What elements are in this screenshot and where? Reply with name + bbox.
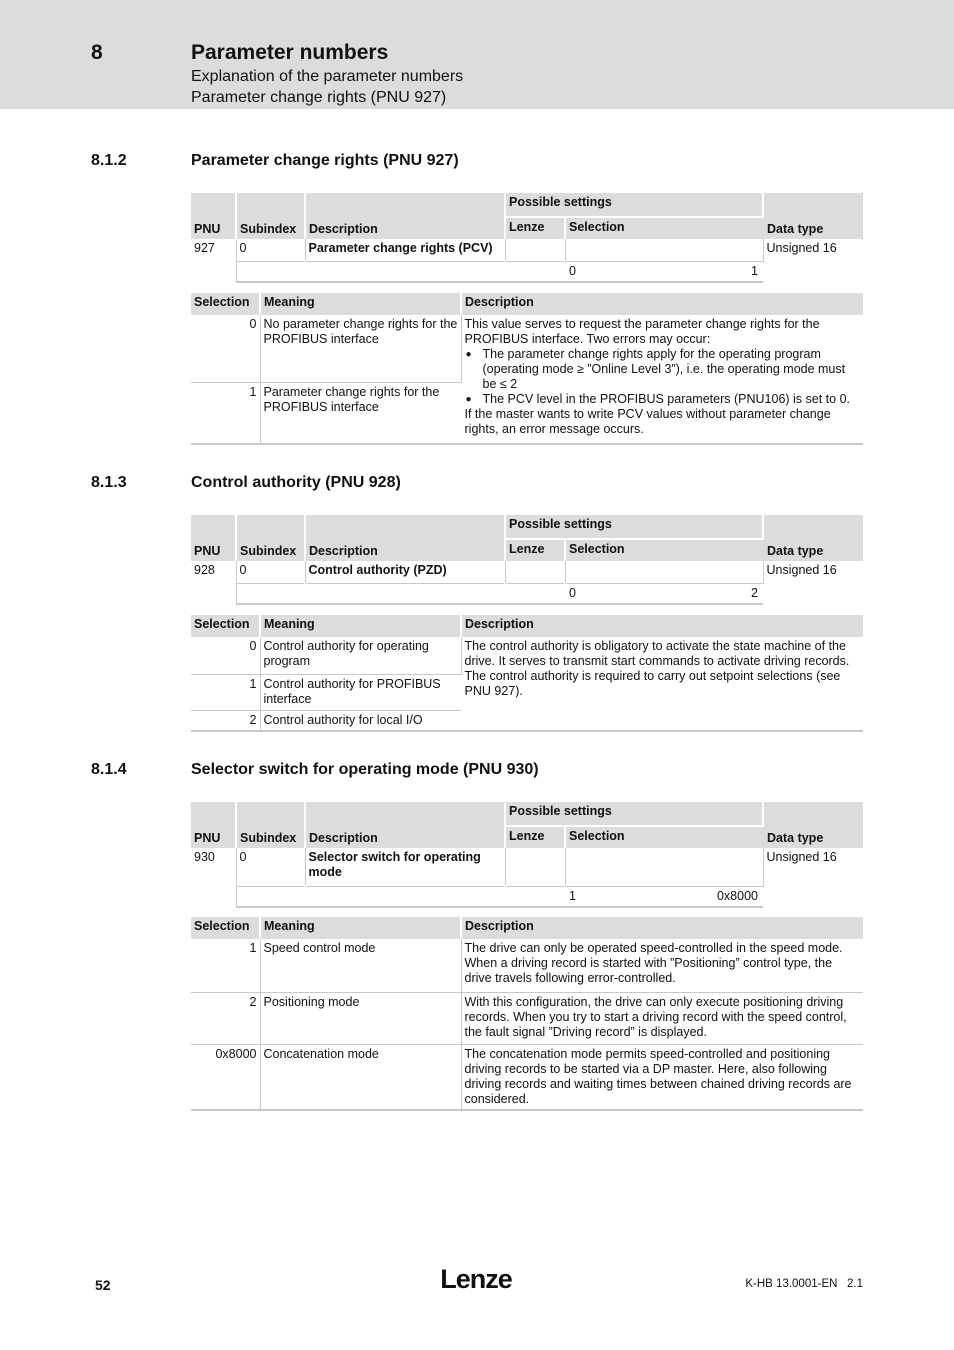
col-meaning: Meaning [260, 917, 461, 939]
col-lenze: Lenze [505, 826, 565, 848]
parameter-table [191, 515, 863, 605]
logo-text: Lenze [440, 1264, 512, 1294]
selection-table [191, 615, 863, 732]
col-description: Description [461, 293, 863, 315]
col-possible-settings: Possible settings [505, 515, 763, 539]
description-intro: This value serves to request the parameter change rights for the PROFIBUS interface. Two errors may occur: [464, 317, 820, 346]
col-selection: Selection [191, 917, 260, 939]
range-min: 1 [569, 888, 576, 903]
col-selection: Selection [191, 293, 260, 315]
section-number: 8.1.3 [91, 474, 127, 491]
col-description: Description [305, 515, 505, 561]
col-pnu: PNU [191, 802, 236, 848]
selection-table [191, 293, 863, 445]
col-pnu: PNU [191, 515, 236, 561]
parameter-name: Control authority (PZD) [305, 561, 505, 583]
subindex-value: 0 [236, 239, 305, 261]
selection-meaning: No parameter change rights for the PROFIBUS interface [260, 315, 461, 382]
selection-range [565, 261, 763, 282]
selection-value: 0 [191, 637, 260, 674]
col-meaning: Meaning [260, 293, 461, 315]
chapter-subtitle-2: Parameter change rights (PNU 927) [191, 89, 447, 106]
col-lenze: Lenze [505, 217, 565, 239]
selection-meaning: Positioning mode [260, 992, 461, 1044]
chapter-number: 8 [91, 41, 103, 64]
selection-description [461, 315, 863, 444]
lenze-value [505, 561, 565, 583]
selection-table [191, 917, 863, 1111]
parameter-name: Parameter change rights (PCV) [305, 239, 505, 261]
selection-meaning: Parameter change rights for the PROFIBUS interface [260, 382, 461, 444]
col-description: Description [305, 802, 505, 848]
col-data-type: Data type [763, 515, 863, 561]
selection-meaning: Control authority for local I/O [260, 710, 461, 731]
selection-meaning: Control authority for operating program [260, 637, 461, 674]
pnu-value: 930 [191, 848, 236, 907]
col-subindex: Subindex [236, 515, 305, 561]
description-outro: If the master wants to write PCV values without parameter change rights, an error message occurs. [464, 407, 831, 436]
data-type-value: Unsigned 16 [766, 850, 837, 864]
chapter-header [0, 0, 954, 109]
col-possible-settings: Possible settings [505, 802, 763, 826]
document-reference: K-HB 13.0001-EN 2.1 [745, 1278, 863, 1290]
col-description: Description [461, 615, 863, 637]
range-min: 0 [569, 263, 576, 278]
range-max: 2 [751, 585, 758, 600]
selection-meaning: Control authority for PROFIBUS interface [260, 674, 461, 710]
subindex-value: 0 [236, 561, 305, 583]
selection-value: 1 [191, 939, 260, 992]
lenze-value [505, 848, 565, 886]
col-meaning: Meaning [260, 615, 461, 637]
col-selection: Selection [191, 615, 260, 637]
selection-description: The drive can only be operated speed-controlled in the speed mode. When a driving record is started with ”Positioning” control type, the drive travels following error-controlled. [461, 939, 863, 992]
bullet-item: ● The parameter change rights apply for the operating program (operating mode ≥ ”Online Level 3”), i.e. the operating mode must be ≤ 2 [465, 347, 861, 392]
selection-value: 1 [191, 382, 260, 444]
subindex-value: 0 [236, 848, 305, 886]
range-max: 0x8000 [716, 888, 758, 903]
col-subindex: Subindex [236, 802, 305, 848]
selection-value: 2 [191, 710, 260, 731]
selection-value: 1 [191, 674, 260, 710]
parameter-table [191, 193, 863, 283]
col-subindex: Subindex [236, 193, 305, 239]
col-description: Description [305, 193, 505, 239]
selection-value: 2 [191, 992, 260, 1044]
selection-meaning: Speed control mode [260, 939, 461, 992]
selection-range [565, 886, 763, 907]
selection-value: 0x8000 [191, 1044, 260, 1110]
section-title: Parameter change rights (PNU 927) [191, 152, 459, 169]
col-selection: Selection [565, 217, 763, 239]
selection-description: With this configuration, the drive can only execute positioning driving records. When you try to start a driving record with the speed control, the fault signal ”Driving record” is displayed. [461, 992, 863, 1044]
lenze-logo [436, 1262, 516, 1296]
lenze-value [505, 239, 565, 261]
chapter-subtitle-1: Explanation of the parameter numbers [191, 68, 464, 85]
data-type-value: Unsigned 16 [766, 241, 837, 255]
pnu-value: 927 [191, 239, 236, 282]
chapter-title: Parameter numbers [191, 41, 389, 64]
selection-value: 0 [191, 315, 260, 382]
range-max: 1 [751, 263, 758, 278]
selection-description: The control authority is obligatory to activate the state machine of the drive. It serves to transmit start commands to activate driving records. The control authority is required to carry out setpoint selections (see PNU 927). [461, 637, 863, 731]
pnu-value: 928 [191, 561, 236, 604]
col-pnu: PNU [191, 193, 236, 239]
col-possible-settings: Possible settings [505, 193, 763, 217]
section-title: Selector switch for operating mode (PNU 930) [191, 761, 539, 778]
page-number: 52 [95, 1277, 111, 1293]
section-number: 8.1.2 [91, 152, 127, 169]
range-min: 0 [569, 585, 576, 600]
selection-range [565, 583, 763, 604]
col-description: Description [461, 917, 863, 939]
section-title: Control authority (PNU 928) [191, 474, 401, 491]
col-data-type: Data type [763, 193, 863, 239]
description-bullets [465, 347, 861, 407]
selection-description: The concatenation mode permits speed-controlled and positioning driving records to be started via a DP master. Here, also following driving records and waiting times between chained driving records are considered. [461, 1044, 863, 1110]
col-lenze: Lenze [505, 539, 565, 561]
data-type-value: Unsigned 16 [766, 563, 837, 577]
parameter-table [191, 802, 863, 908]
section-number: 8.1.4 [91, 761, 127, 778]
bullet-item: ● The PCV level in the PROFIBUS parameters (PNU106) is set to 0. [465, 392, 861, 407]
col-selection: Selection [565, 539, 763, 561]
col-selection: Selection [565, 826, 763, 848]
parameter-name: Selector switch for operating mode [305, 848, 505, 886]
col-data-type: Data type [763, 802, 863, 848]
selection-meaning: Concatenation mode [260, 1044, 461, 1110]
